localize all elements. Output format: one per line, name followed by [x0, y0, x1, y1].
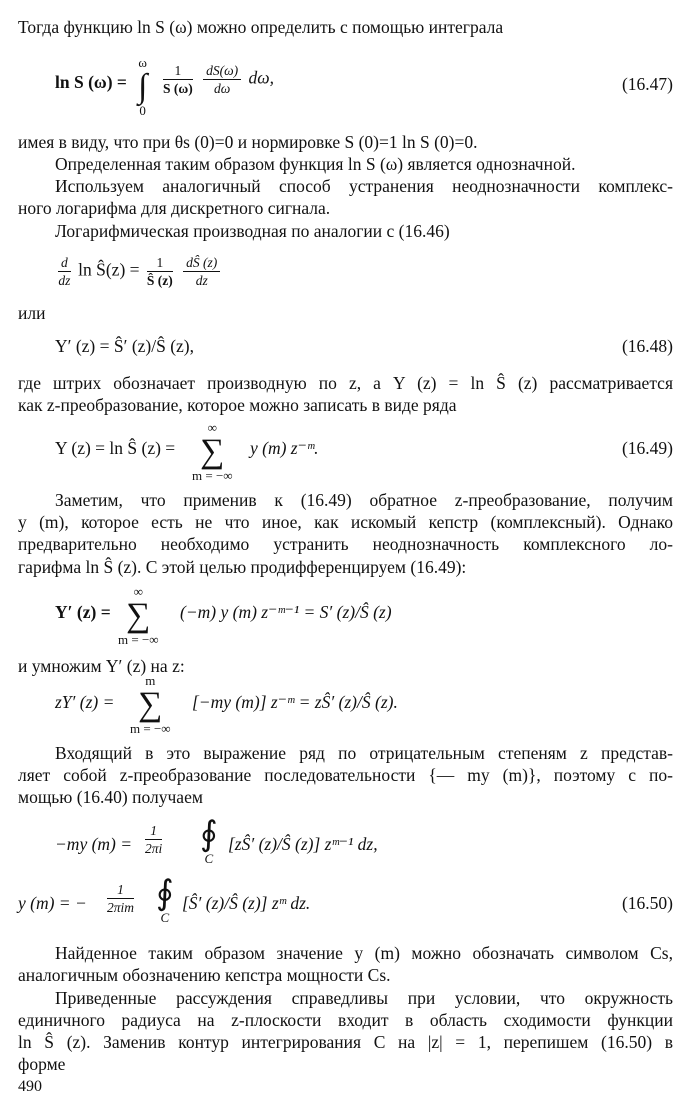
eq7-lhs: −my (m) =	[55, 834, 133, 854]
eq8-frac-num: 1	[107, 881, 134, 899]
eq1-number: (16.47)	[621, 74, 673, 94]
eq1-tail: dω,	[248, 67, 275, 88]
eq6-rhs: [−my (m)] z⁻ᵐ = zŜ′ (z)/Ŝ (z).	[192, 692, 398, 712]
paragraph-unique: Определенная таким образом функция ln S (ω) является однозначной.	[55, 154, 576, 174]
eq4-sum	[192, 421, 233, 483]
paragraph-log-derivative: Логарифмическая производная по аналогии с (16.46)	[55, 221, 450, 241]
contour-integral-icon: ∮	[200, 816, 218, 853]
eq1-frac1-den: S (ω)	[163, 81, 193, 96]
paragraph-reasoning-line2: единичного радиуса на z-плоскости входит в область сходимости функции	[18, 1010, 673, 1030]
sum-icon: ∑	[126, 597, 151, 634]
eq4-rhs: y (m) z⁻ᵐ.	[250, 438, 319, 458]
eq6-lower-limit: m = −∞	[130, 721, 171, 736]
paragraph-found-line1: Найденное таким образом значение y (m) можно обозначать символом Cs,	[55, 943, 673, 963]
paragraph-note-line2: y (m), которое есть не что иное, как искомый кепстр (комплексный). Однако	[18, 512, 673, 532]
eq1-lhs: ln S (ω) =	[55, 72, 127, 92]
eq8-number: (16.50)	[621, 893, 673, 913]
eq7-contour-integral	[200, 818, 218, 866]
eq3-text: Y′ (z) = Ŝ′ (z)/Ŝ (z),	[55, 336, 195, 356]
paragraph-method-line1: Используем аналогичный способ устранения неоднозначности комплекс-	[55, 176, 673, 196]
paragraph-reasoning-line3: ln Ŝ (z). Заменив контур интегрирования C на |z| = 1, перепишем (16.50) в	[18, 1032, 673, 1052]
paragraph-series-line2: ляет собой z-преобразование последовательности {— my (m)}, поэтому с по-	[18, 765, 673, 785]
paragraph-note-line1: Заметим, что применив к (16.49) обратное z-преобразование, получим	[55, 490, 673, 510]
eq1-frac1-num: 1	[163, 62, 193, 80]
eq6-lhs: zY′ (z) =	[55, 692, 115, 712]
eq5-lhs: Y′ (z) =	[55, 602, 111, 622]
paragraph-reasoning-line1: Приведенные рассуждения справедливы при условии, что окружность	[55, 988, 673, 1008]
eq1-frac2-den: dω	[213, 81, 231, 96]
sum-icon: ∑	[138, 686, 163, 723]
eq6-sum	[130, 674, 171, 736]
word-or: или	[18, 303, 46, 323]
eq4-upper-limit: ∞	[207, 420, 217, 435]
eq6-upper-limit: m	[145, 673, 156, 688]
eq4-number: (16.49)	[621, 438, 673, 458]
paragraph-reasoning-line4: форме	[18, 1054, 66, 1074]
paragraph-stroke-line1: где штрих обозначает производную по z, а Y (z) = ln Ŝ (z) рассматривается	[18, 373, 673, 393]
paragraph-series-line1: Входящий в это выражение ряд по отрицательным степеням z представ-	[55, 743, 673, 763]
eq2-mid: ln Ŝ(z) =	[78, 259, 140, 280]
paragraph-multiply: и умножим Y′ (z) на z:	[18, 656, 185, 676]
eq8-lhs: y (m) = −	[18, 893, 87, 913]
page-number: 490	[18, 1078, 42, 1095]
integral-icon: ∫	[138, 68, 148, 105]
eq5-sum	[118, 585, 159, 647]
sum-icon: ∑	[200, 433, 225, 470]
paragraph-note-line3: предварительно необходимо устранить неоднозначность комплексного ло-	[18, 534, 673, 554]
eq4-lhs: Y (z) = ln Ŝ (z) =	[55, 438, 176, 458]
eq1-upper-limit: ω	[138, 55, 147, 70]
paragraph-stroke-line2: как z-преобразование, которое можно записать в виде ряда	[18, 395, 457, 415]
eq2-frac2-den: dz	[195, 273, 208, 288]
eq2-frac1-den: Ŝ (z)	[146, 273, 173, 288]
eq1-frac2-num: dS(ω)	[203, 62, 241, 80]
paragraph-found-line2: аналогичным обозначению кепстра мощности Cs.	[18, 965, 391, 985]
eq8-contour-integral	[156, 877, 174, 925]
eq4-lower-limit: m = −∞	[192, 468, 233, 483]
eq7-frac-den: 2πi	[145, 841, 163, 856]
eq8-contour-label: C	[160, 910, 170, 925]
eq1-integral	[138, 56, 147, 118]
eq8-frac-den: 2πim	[107, 900, 135, 915]
eq7-contour-label: C	[204, 851, 214, 866]
paragraph-method-line2: ного логарифма для дискретного сигнала.	[18, 198, 331, 218]
eq8-rhs: [Ŝ′ (z)/Ŝ (z)] zᵐ dz.	[182, 893, 311, 913]
eq7-rhs: [zŜ′ (z)/Ŝ (z)] zᵐ⁻¹ dz,	[228, 834, 378, 854]
eq2-frac1-num: 1	[147, 254, 173, 272]
paragraph-series-line3: мощью (16.40) получаем	[18, 787, 203, 807]
eq2-d-den: dz	[58, 273, 71, 288]
paragraph-note-line4: гарифма ln Ŝ (z). С этой целью продифференцируем (16.49):	[18, 557, 467, 577]
eq5-upper-limit: ∞	[133, 584, 143, 599]
eq5-lower-limit: m = −∞	[118, 632, 159, 647]
eq1-lower-limit: 0	[139, 103, 146, 118]
eq2-d-num: d	[58, 254, 71, 272]
eq3-number: (16.48)	[621, 336, 673, 356]
eq7-frac-num: 1	[145, 822, 162, 840]
paragraph-condition: имея в виду, что при θs (0)=0 и нормировке S (0)=1 ln S (0)=0.	[18, 132, 478, 152]
contour-integral-icon: ∮	[156, 875, 174, 912]
paragraph-intro: Тогда функцию ln S (ω) можно определить с помощью интеграла	[18, 17, 504, 37]
eq5-rhs: (−m) y (m) z⁻ᵐ⁻¹ = S′ (z)/Ŝ (z)	[180, 602, 392, 622]
equation-log-derivative	[55, 254, 223, 289]
eq2-frac2-num: dŜ (z)	[183, 254, 220, 272]
